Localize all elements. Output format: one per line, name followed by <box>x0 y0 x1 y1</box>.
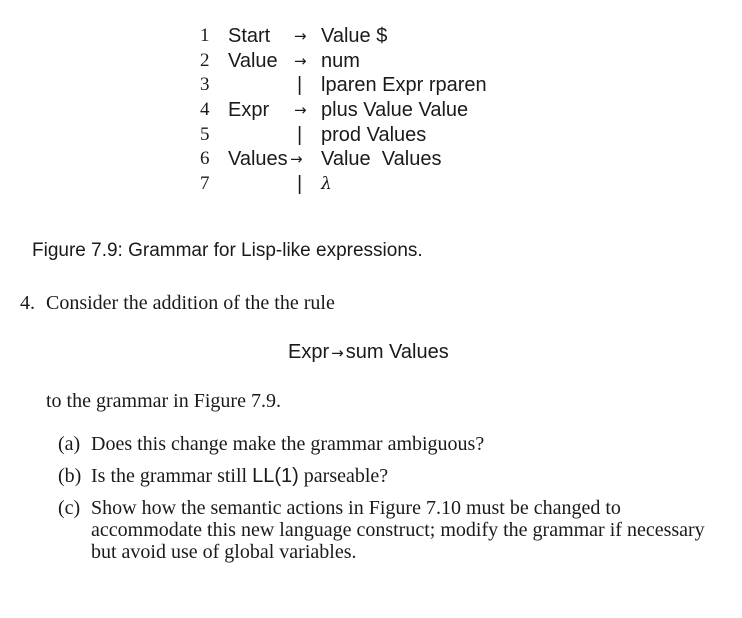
arrow-symbol: → <box>290 150 303 169</box>
item-label: (b) <box>58 465 82 487</box>
grammar-row-5 <box>198 123 558 148</box>
exercise-number: 4. <box>20 292 35 314</box>
rule-rhs: Value Values <box>321 148 442 171</box>
item-text-before: Is the grammar still <box>91 465 253 487</box>
item-text-after: parseable? <box>298 465 389 487</box>
grammar-row-1 <box>198 24 558 49</box>
exercise-intro <box>20 292 335 315</box>
new-rule-lhs: Expr <box>288 341 330 363</box>
rule-lhs: Values <box>228 148 288 171</box>
grammar-row-6 <box>198 147 558 172</box>
item-label: (c) <box>58 497 81 519</box>
alternative-bar: | <box>297 123 303 146</box>
rule-number: 6 <box>200 148 210 170</box>
arrow-symbol: → <box>294 27 307 45</box>
rule-rhs: Value $ <box>321 25 388 47</box>
list-item <box>58 465 728 487</box>
rule-rhs: plus Value Value <box>321 99 469 122</box>
grammar-row-3 <box>198 73 558 98</box>
rule-number: 4 <box>200 99 210 121</box>
list-item <box>58 433 728 455</box>
grammar-table <box>198 24 558 197</box>
rule-rhs: num <box>321 49 360 72</box>
rule-rhs: prod Values <box>321 123 427 146</box>
alternative-bar: | <box>297 173 303 196</box>
grammar-row-4 <box>198 98 558 123</box>
rule-lhs: Expr <box>228 99 270 122</box>
rule-number: 3 <box>200 74 210 96</box>
rule-lhs: Start <box>228 25 271 47</box>
rule-number: 2 <box>200 49 210 71</box>
figure-caption: Figure 7.9: Grammar for Lisp-like expressions. <box>32 240 423 261</box>
grammar-row-2 <box>198 49 558 74</box>
new-rule-display <box>288 341 449 364</box>
list-item <box>58 497 728 563</box>
grammar-row-7 <box>198 172 558 197</box>
ll1-term: LL(1) <box>252 465 299 487</box>
item-text: Does this change make the grammar ambiguous? <box>91 433 485 455</box>
exercise-continuation: to the grammar in Figure 7.9. <box>46 390 281 412</box>
arrow-symbol: → <box>331 344 344 362</box>
lambda-symbol: λ <box>321 174 332 195</box>
arrow-symbol: → <box>294 101 307 120</box>
rule-number: 7 <box>200 173 210 195</box>
arrow-symbol: → <box>294 51 307 70</box>
rule-lhs: Value <box>228 49 278 72</box>
rule-rhs: lparen Expr rparen <box>321 74 487 97</box>
new-rule-rhs: sum Values <box>345 341 449 363</box>
exercise-items <box>58 433 728 573</box>
rule-number: 5 <box>200 123 210 145</box>
rule-number: 1 <box>200 25 210 46</box>
item-text: Show how the semantic actions in Figure 7.10 must be changed to accommodate this new language construct; modify the grammar if necessary but avoid use of global variables. <box>91 497 705 563</box>
item-label: (a) <box>58 433 81 455</box>
alternative-bar: | <box>297 74 303 97</box>
exercise-intro-text: Consider the addition of the the rule <box>46 292 335 314</box>
